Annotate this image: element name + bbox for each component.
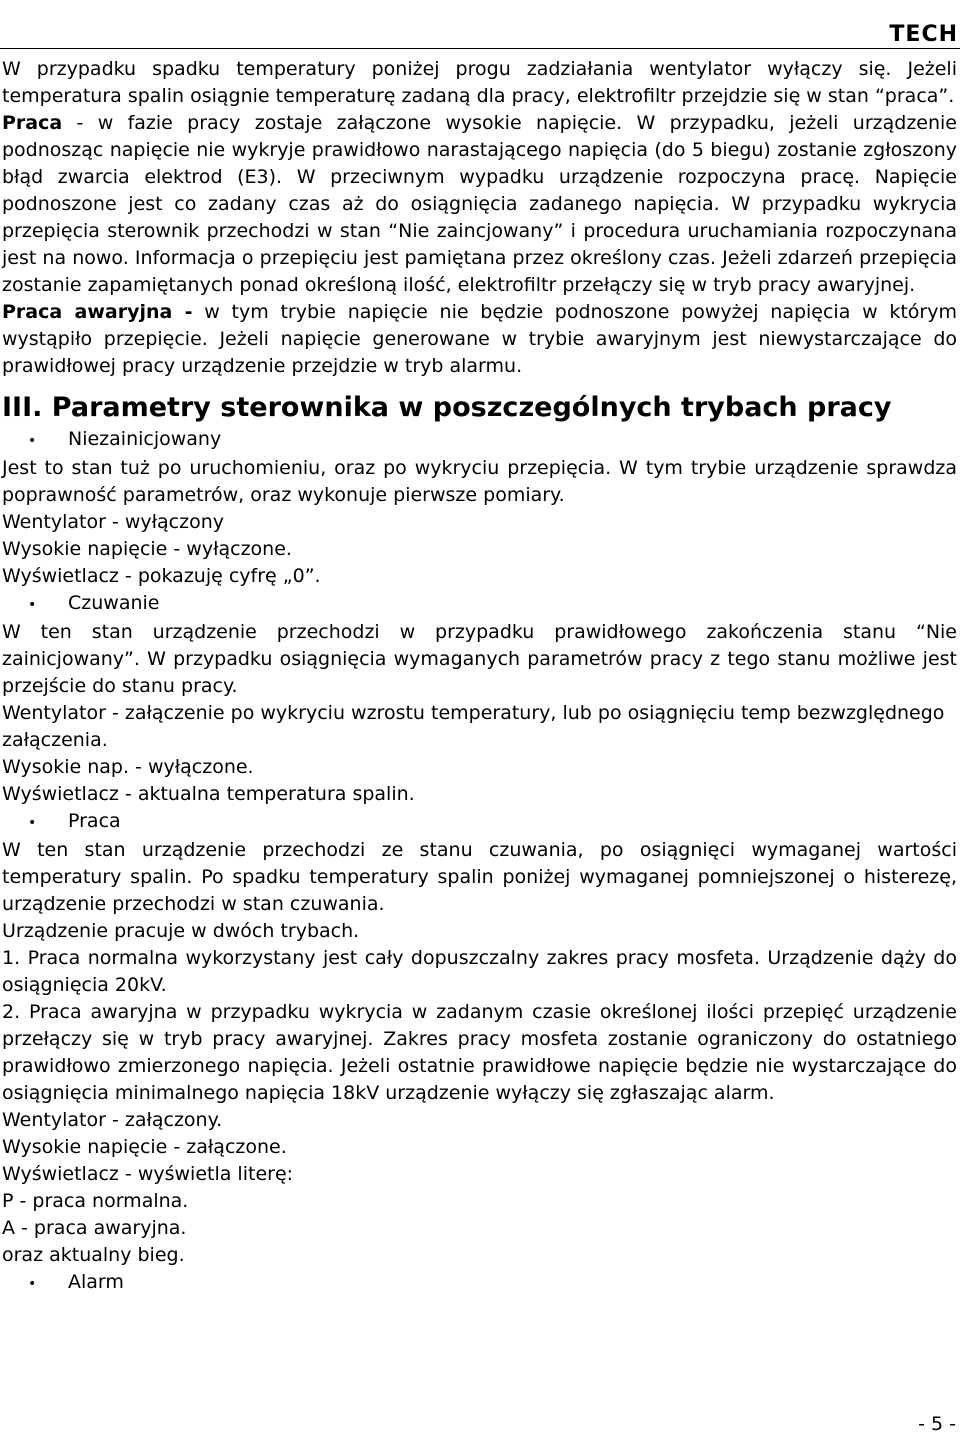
alarm-label: Alarm [68,1271,124,1293]
praca-term: Praca [2,112,63,134]
praca-awaryjna-paragraph: 2. Praca awaryjna w przypadku wykrycia w zadanym czasie określonej ilości przepięć urządzenie przełączy się w tryb pracy awaryjnej. Zakres pracy mosfeta zostanie ograniczony do ostatniego prawidłowo zmierzonego napięcia. Jeżeli ostatnie prawidłowe napięcie będzie nie wystarczające do osiągnięcia minimalnego napięcia 18kV urządzenie wyłączy się zgłaszając alarm. [2,1001,957,1104]
bullet-icon: • [28,815,37,831]
section-heading: III. Parametry sterownika w poszczególnych trybach pracy [2,392,892,423]
praca-wyswietlacz: Wyświetlacz - wyświetla literę: [2,1163,294,1185]
bullet-icon: • [28,433,37,449]
niezainicjowany-paragraph: Jest to stan tuż po uruchomieniu, oraz po wykryciu przepięcia. W tym trybie urządzenie sprawdza poprawność parametrów, oraz wykonuje pierwsze pomiary. [2,457,957,506]
praca-litera-p: P - praca normalna. [2,1190,189,1212]
intro-paragraph-praca-awaryjna [2,299,957,380]
czuwanie-wyswietlacz: Wyświetlacz - aktualna temperatura spalin. [2,783,415,805]
document-body [2,56,957,1298]
praca-awaryjna-term: Praca awaryjna - [2,301,193,323]
czuwanie-label: Czuwanie [68,592,160,614]
list-item-czuwanie [2,590,957,619]
bullet-icon: • [28,1276,37,1292]
bullet-icon: • [28,597,37,613]
praca-label: Praca [68,810,121,832]
praca-wentylator: Wentylator - załączony. [2,1109,223,1131]
praca-awaryjna-description: w tym trybie napięcie nie będzie podnoszone powyżej napięcia w którym wystąpiło przepięcie. Jeżeli napięcie generowane w trybie awaryjnym jest niewystarczające do prawidłowej pracy urządzenie przejdzie w tryb alarmu. [2,301,957,377]
page-number: - 5 - [918,1413,956,1435]
list-item-alarm [2,1269,957,1298]
praca-bieg: oraz aktualny bieg. [2,1244,185,1266]
niezainicjowany-wysokie-napiecie: Wysokie napięcie - wyłączone. [2,538,292,560]
intro-paragraph-praca [2,110,957,299]
praca-wysokie-napiecie: Wysokie napięcie - załączone. [2,1136,287,1158]
praca-paragraph: W ten stan urządzenie przechodzi ze stanu czuwania, po osiągnięci wymaganej wartości temperatury spalin. Po spadku temperatury spalin poniżej wymaganej pomniejszonej o histerezę, urządzenie przechodzi w stan czuwania. [2,839,957,915]
praca-litera-a: A - praca awaryjna. [2,1217,187,1239]
czuwanie-wentylator: Wentylator - załączenie po wykryciu wzrostu temperatury, lub po osiągnięciu temp bezwzględnego załączenia. [2,702,945,751]
intro-paragraph-1: W przypadku spadku temperatury poniżej progu zadziałania wentylator wyłączy się. Jeżeli temperatura spalin osiągnie temperaturę zadaną dla pracy, elektrofiltr przejdzie się w stan “praca”. [2,58,957,107]
czuwanie-wysokie-napiecie: Wysokie nap. - wyłączone. [2,756,254,778]
niezainicjowany-wyswietlacz: Wyświetlacz - pokazuję cyfrę „0”. [2,565,321,587]
czuwanie-paragraph: W ten stan urządzenie przechodzi w przypadku prawidłowego zakończenia stanu “Nie zainicjowany”. W przypadku osiągnięcia wymaganych parametrów pracy z tego stanu możliwe jest przejście do stanu pracy. [2,621,957,697]
niezainicjowany-label: Niezainicjowany [68,428,222,450]
header-rule [0,48,960,49]
praca-tryby: Urządzenie pracuje w dwóch trybach. [2,920,360,942]
tech-logo: TECH [889,22,958,47]
praca-description: - w fazie pracy zostaje załączone wysokie napięcie. W przypadku, jeżeli urządzenie podnosząc napięcie nie wykryje prawidłowo narastającego napięcia (do 5 biegu) zostanie zgłoszony błąd zwarcia elektrod (E3). W przeciwnym wypadku urządzenie rozpoczyna pracę. Napięcie podnoszone jest co zadany czas aż do osiągnięcia zadanego napięcia. W przypadku wykrycia przepięcia sterownik przechodzi w stan “Nie zaincjowany” i procedura uruchamiania rozpoczynana jest na nowo. Informacja o przepięciu jest pamiętana przez określony czas. Jeżeli zdarzeń przepięcia zostanie zapamiętanych ponad określoną ilość, elektrofiltr przełączy się w tryb pracy awaryjnej. [2,112,957,296]
praca-normalna-paragraph: 1. Praca normalna wykorzystany jest cały dopuszczalny zakres pracy mosfeta. Urządzenie dąży do osiągnięcia 20kV. [2,947,957,996]
list-item-niezainicjowany [2,426,957,455]
list-item-praca [2,808,957,837]
niezainicjowany-wentylator: Wentylator - wyłączony [2,511,224,533]
